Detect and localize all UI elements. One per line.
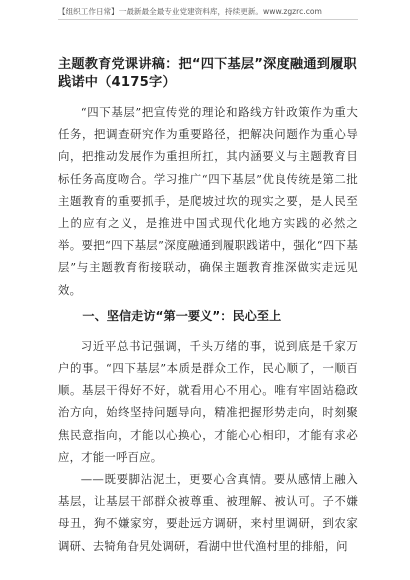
page-header-banner: 【组织工作日常】一最新最全最专业党建资料库，持续更新。www.zgzrc.com xyxy=(58,7,322,16)
section1-paragraph-2: ——既要脚沾泥土，更要心含真情。要从感情上融入基层，让基层干部群众被尊重、被理解、被认可。子不嫌母丑，狗不嫌家穷，要赴远方调研，来村里调研，到农家调研、去犄角旮旯处调研，看湖中世代渔村里的排船，问 xyxy=(58,472,358,553)
document-title: 主题教育党课讲稿：把“四下基层”深度融通到履职践诺中（4175字） xyxy=(58,57,357,90)
intro-paragraph: “四下基层”把宣传党的理论和路线方针政策作为重大任务，把调查研究作为重要路径，把解决问题作为重心导向，把推动发展作为重担所扛，其内涵要义与主题教育目标任务高度吻合。学习推广“四下基层”优良传统是第二批主题教育的重要抓手，是爬坡过坎的现实之要，是人民至上的应有之义，是推进中国式现代化地方实践的必然之举。要把“四下基层”深度融通到履职践诺中，强化“四下基层”与主题教育衔接联动，确保主题教育推深做实走远见效。 xyxy=(58,105,358,297)
document-body xyxy=(58,56,358,557)
section1-paragraph-1: 习近平总书记强调，千头万绪的事，说到底是千家万户的事。“四下基层”本质是群众工作，民心顺了，一顺百顺。基层干得好不好，就看用心不用心。唯有牢固站稳政治方向，始终坚持问题导向，精准把握形势走向，时刻聚焦民意指向，才能以心换心，才能心心相印，才能有求必应，才能一呼百应。 xyxy=(58,338,358,464)
header-divider xyxy=(58,19,358,20)
section-heading-1: 一、坚信走访“第一要义”：民心至上 xyxy=(82,308,282,323)
